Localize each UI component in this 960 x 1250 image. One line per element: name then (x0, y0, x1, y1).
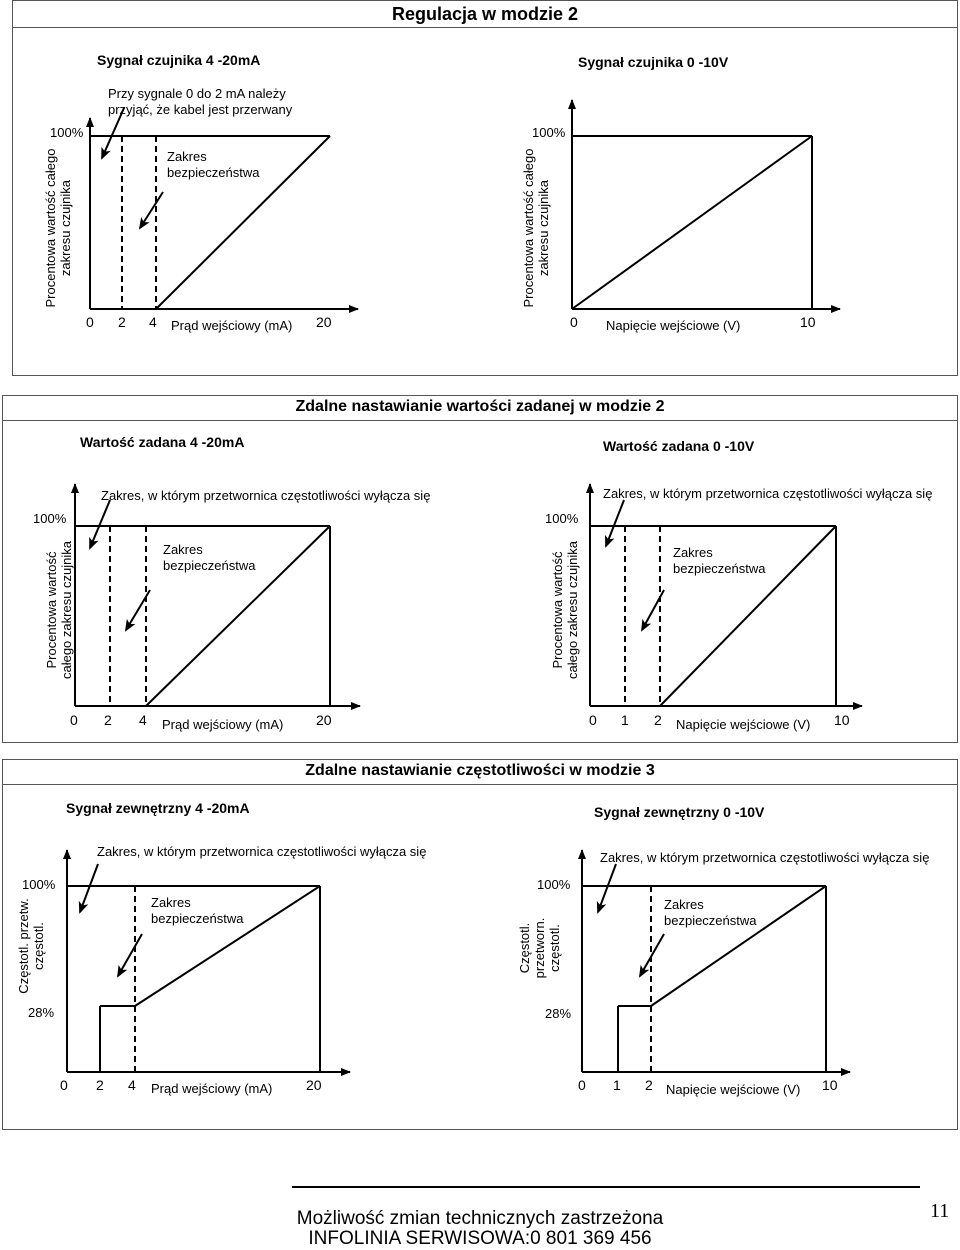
ylabel-line1: Procentowa wartość całego (43, 148, 58, 308)
zone-line2: bezpieczeństwa (163, 558, 256, 573)
x-tick: 20 (316, 314, 332, 330)
ramp-line (135, 886, 320, 1006)
x-tick: 0 (570, 314, 578, 330)
x-tick: 1 (621, 712, 629, 728)
x-axis-label: Prąd wejściowy (mA) (162, 717, 284, 732)
ylabel-line1: Procentowa wartość całego (521, 148, 536, 308)
pointer-arrow (80, 864, 98, 912)
zone-line1: Zakres (664, 897, 704, 912)
ramp-line (651, 886, 826, 1006)
ylabel-line2: zakresu czujnika (58, 179, 73, 277)
pointer-arrow (606, 500, 624, 546)
x-tick: 10 (834, 712, 850, 728)
chart-s2-right (590, 484, 862, 706)
x-tick: 0 (589, 712, 597, 728)
x-tick: 2 (654, 712, 662, 728)
subtitle-left: Wartość zadana 4 -20mA (80, 434, 245, 450)
zone-line2: bezpieczeństwa (673, 561, 766, 576)
x-tick: 4 (128, 1077, 136, 1093)
pointer-arrow (598, 864, 616, 912)
zone-line1: Zakres (673, 545, 713, 560)
ylabel-line1: Częstotl. przetw. (16, 898, 31, 994)
y-top-label: 100% (532, 125, 566, 140)
footer-rule (292, 1186, 920, 1188)
y-top-label: 100% (50, 125, 84, 140)
y-top-label: 100% (537, 877, 571, 892)
x-axis-label: Prąd wejściowy (mA) (151, 1081, 273, 1096)
section-title: Zdalne nastawianie częstotliwości w modzie 3 (305, 762, 655, 779)
chart-s1-left (90, 108, 358, 309)
note-line2: przyjąć, że kabel jest przerwany (108, 102, 293, 117)
x-tick: 4 (149, 314, 157, 330)
ramp-line (156, 136, 330, 309)
ramp-line (146, 526, 330, 706)
chart-s3-left (67, 850, 350, 1072)
zone-line1: Zakres (167, 149, 207, 164)
pointer-arrow (140, 192, 163, 228)
ylabel-line2: zakresu czujnika (536, 179, 551, 277)
ramp-line (660, 526, 836, 706)
x-axis-label: Napięcie wejściowe (V) (666, 1082, 801, 1097)
zone-line1: Zakres (151, 895, 191, 910)
y-top-label: 100% (545, 511, 579, 526)
y-low-label: 28% (545, 1006, 572, 1021)
zone-line1: Zakres (163, 542, 203, 557)
x-tick: 2 (645, 1077, 653, 1093)
chart-s2-left (75, 484, 360, 706)
subtitle-left: Sygnał czujnika 4 -20mA (97, 52, 261, 68)
cutoff-zone-label: Zakres, w którym przetwornica częstotliwości wyłącza się (101, 488, 431, 503)
page-number: 11 (930, 1200, 950, 1222)
x-tick: 4 (139, 712, 147, 728)
subtitle-left: Sygnał zewnętrzny 4 -20mA (66, 800, 250, 816)
ylabel-line2: całego zakresu czujnika (565, 540, 580, 680)
ylabel-line1: Częstotl. (517, 922, 532, 974)
x-axis-label: Napięcie wejściowe (V) (606, 318, 741, 333)
ylabel-line3: częstotl. (547, 924, 562, 972)
pointer-arrow (118, 934, 142, 976)
zone-line2: bezpieczeństwa (664, 913, 757, 928)
cutoff-zone-label: Zakres, w którym przetwornica częstotliwości wyłącza się (600, 850, 930, 865)
ylabel-line2: przetworn. (532, 917, 547, 979)
x-tick: 2 (118, 314, 126, 330)
chart-s1-right (572, 100, 840, 309)
ylabel-line1: Procentowa wartość (550, 551, 565, 669)
y-low-label: 28% (28, 1005, 55, 1020)
note-line1: Przy sygnale 0 do 2 mA należy (108, 86, 286, 101)
y-top-label: 100% (33, 511, 67, 526)
ylabel-line2: całego zakresu czujnika (59, 540, 74, 680)
ylabel-line1: Procentowa wartość (44, 551, 59, 669)
x-tick: 1 (613, 1077, 621, 1093)
x-tick: 10 (822, 1077, 838, 1093)
ramp-line (572, 136, 812, 309)
x-tick: 2 (96, 1077, 104, 1093)
x-tick: 10 (800, 314, 816, 330)
footer-hotline: INFOLINIA SERWISOWA:0 801 369 456 (308, 1228, 652, 1249)
x-axis-label: Napięcie wejściowe (V) (676, 717, 811, 732)
cutoff-zone-label: Zakres, w którym przetwornica częstotliwości wyłącza się (603, 486, 933, 501)
section-title: Regulacja w modzie 2 (391, 4, 579, 24)
pointer-arrow (102, 108, 124, 158)
x-tick: 0 (86, 314, 94, 330)
x-tick: 0 (578, 1077, 586, 1093)
x-tick: 20 (306, 1077, 322, 1093)
x-tick: 0 (70, 712, 78, 728)
x-tick: 2 (104, 712, 112, 728)
x-tick: 20 (316, 712, 332, 728)
section-title: Zdalne nastawianie wartości zadanej w modzie 2 (295, 398, 665, 415)
y-top-label: 100% (22, 877, 56, 892)
cutoff-zone-label: Zakres, w którym przetwornica częstotliwości wyłącza się (97, 844, 427, 859)
footer-notice: Możliwość zmian technicznych zastrzeżona (296, 1208, 664, 1229)
x-tick: 0 (60, 1077, 68, 1093)
pointer-arrow (90, 500, 110, 548)
x-axis-label: Prąd wejściowy (mA) (171, 318, 293, 333)
chart-s3-right (582, 850, 850, 1072)
subtitle-right: Wartość zadana 0 -10V (603, 438, 755, 454)
zone-line2: bezpieczeństwa (167, 165, 260, 180)
zone-line2: bezpieczeństwa (151, 911, 244, 926)
subtitle-right: Sygnał zewnętrzny 0 -10V (594, 804, 765, 820)
ylabel-line2: częstotl. (31, 922, 46, 970)
subtitle-right: Sygnał czujnika 0 -10V (578, 54, 729, 70)
